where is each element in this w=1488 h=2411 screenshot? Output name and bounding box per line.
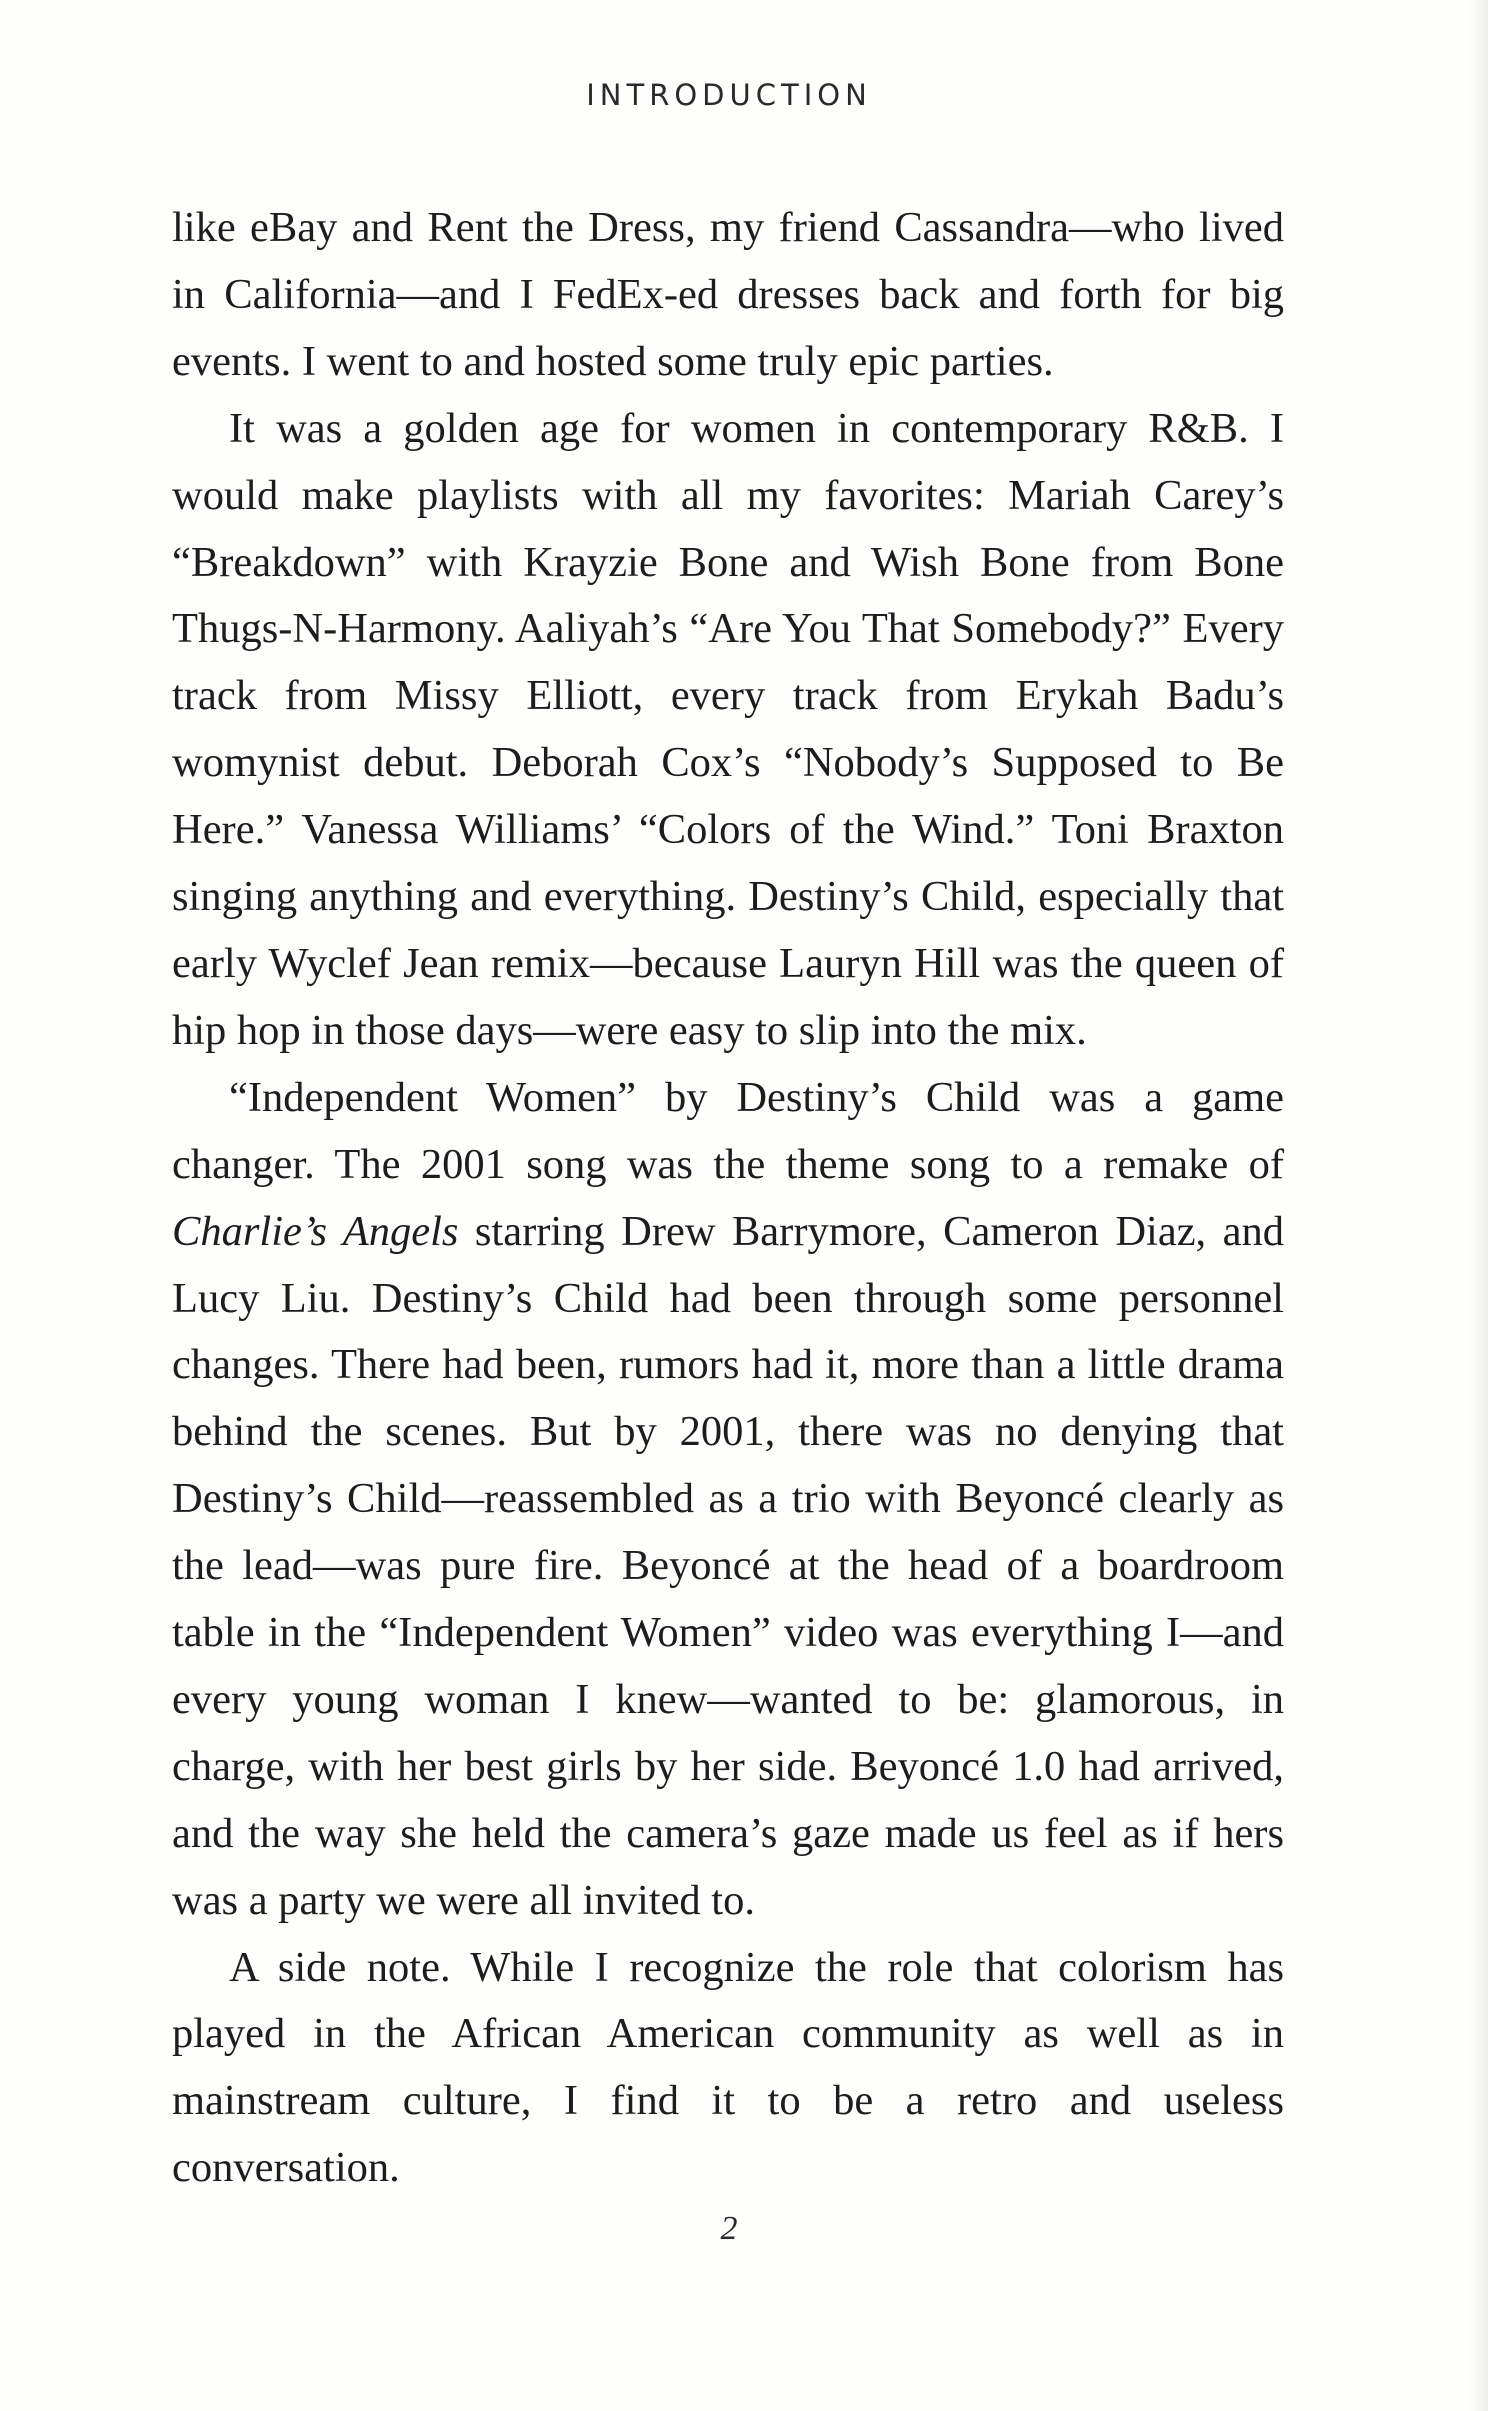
paragraph-4: A side note. While I recognize the role that colorism has played in the African American community as well as in mainstream culture, I find it to be a retro and useless conversation. — [172, 1943, 1284, 2192]
paragraph-3 — [172, 1065, 1284, 1935]
paragraph-3-part-1: “Independent Women” by Destiny’s Child was a game changer. The 2001 song was the theme song to a remake of — [172, 1073, 1284, 1188]
body-text — [172, 195, 1284, 2202]
page-number: 2 — [720, 2210, 738, 2247]
paragraph-2: It was a golden age for women in contemporary R&B. I would make playlists with all my favorites: Mariah Carey’s “Breakdown” with Krayzie Bone and Wish Bone from Bone Thugs-N-Harmony. Aaliyah’s “Are You That Somebody?” Every track from Missy Elliott, every track from Erykah Badu’s womynist debut. Deborah Cox’s “Nobody’s Supposed to Be Here.” Vanessa Williams’ “Colors of the Wind.” Toni Braxton singing anything and everything. Destiny’s Child, especially that early Wyclef Jean remix—because Lauryn Hill was the queen of hip hop in those days—were easy to slip into the mix. — [172, 404, 1284, 1054]
running-head: INTRODUCTION — [586, 78, 872, 112]
paragraph-1: like eBay and Rent the Dress, my friend Cassandra—who lived in California—and I FedEx-ed dresses back and forth for big events. I went to and hosted some truly epic parties. — [172, 204, 1284, 385]
film-title: Charlie’s Angels — [172, 1207, 459, 1255]
page-edge-shadow — [1468, 0, 1488, 2411]
paragraph-3-part-2: starring Drew Barrymore, Cameron Diaz, and Lucy Liu. Destiny’s Child had been through some personnel changes. There had been, rumors had it, more than a little drama behind the scenes. But by 2001, there was no denying that Destiny’s Child—reassembled as a trio with Beyoncé clearly as the lead—was pure fire. Beyoncé at the head of a boardroom table in the “Independent Women” video was everything I—and every young woman I knew—wanted to be: glamorous, in charge, with her best girls by her side. Beyoncé 1.0 had arrived, and the way she held the camera’s gaze made us feel as if hers was a party we were all invited to. — [172, 1207, 1284, 1924]
